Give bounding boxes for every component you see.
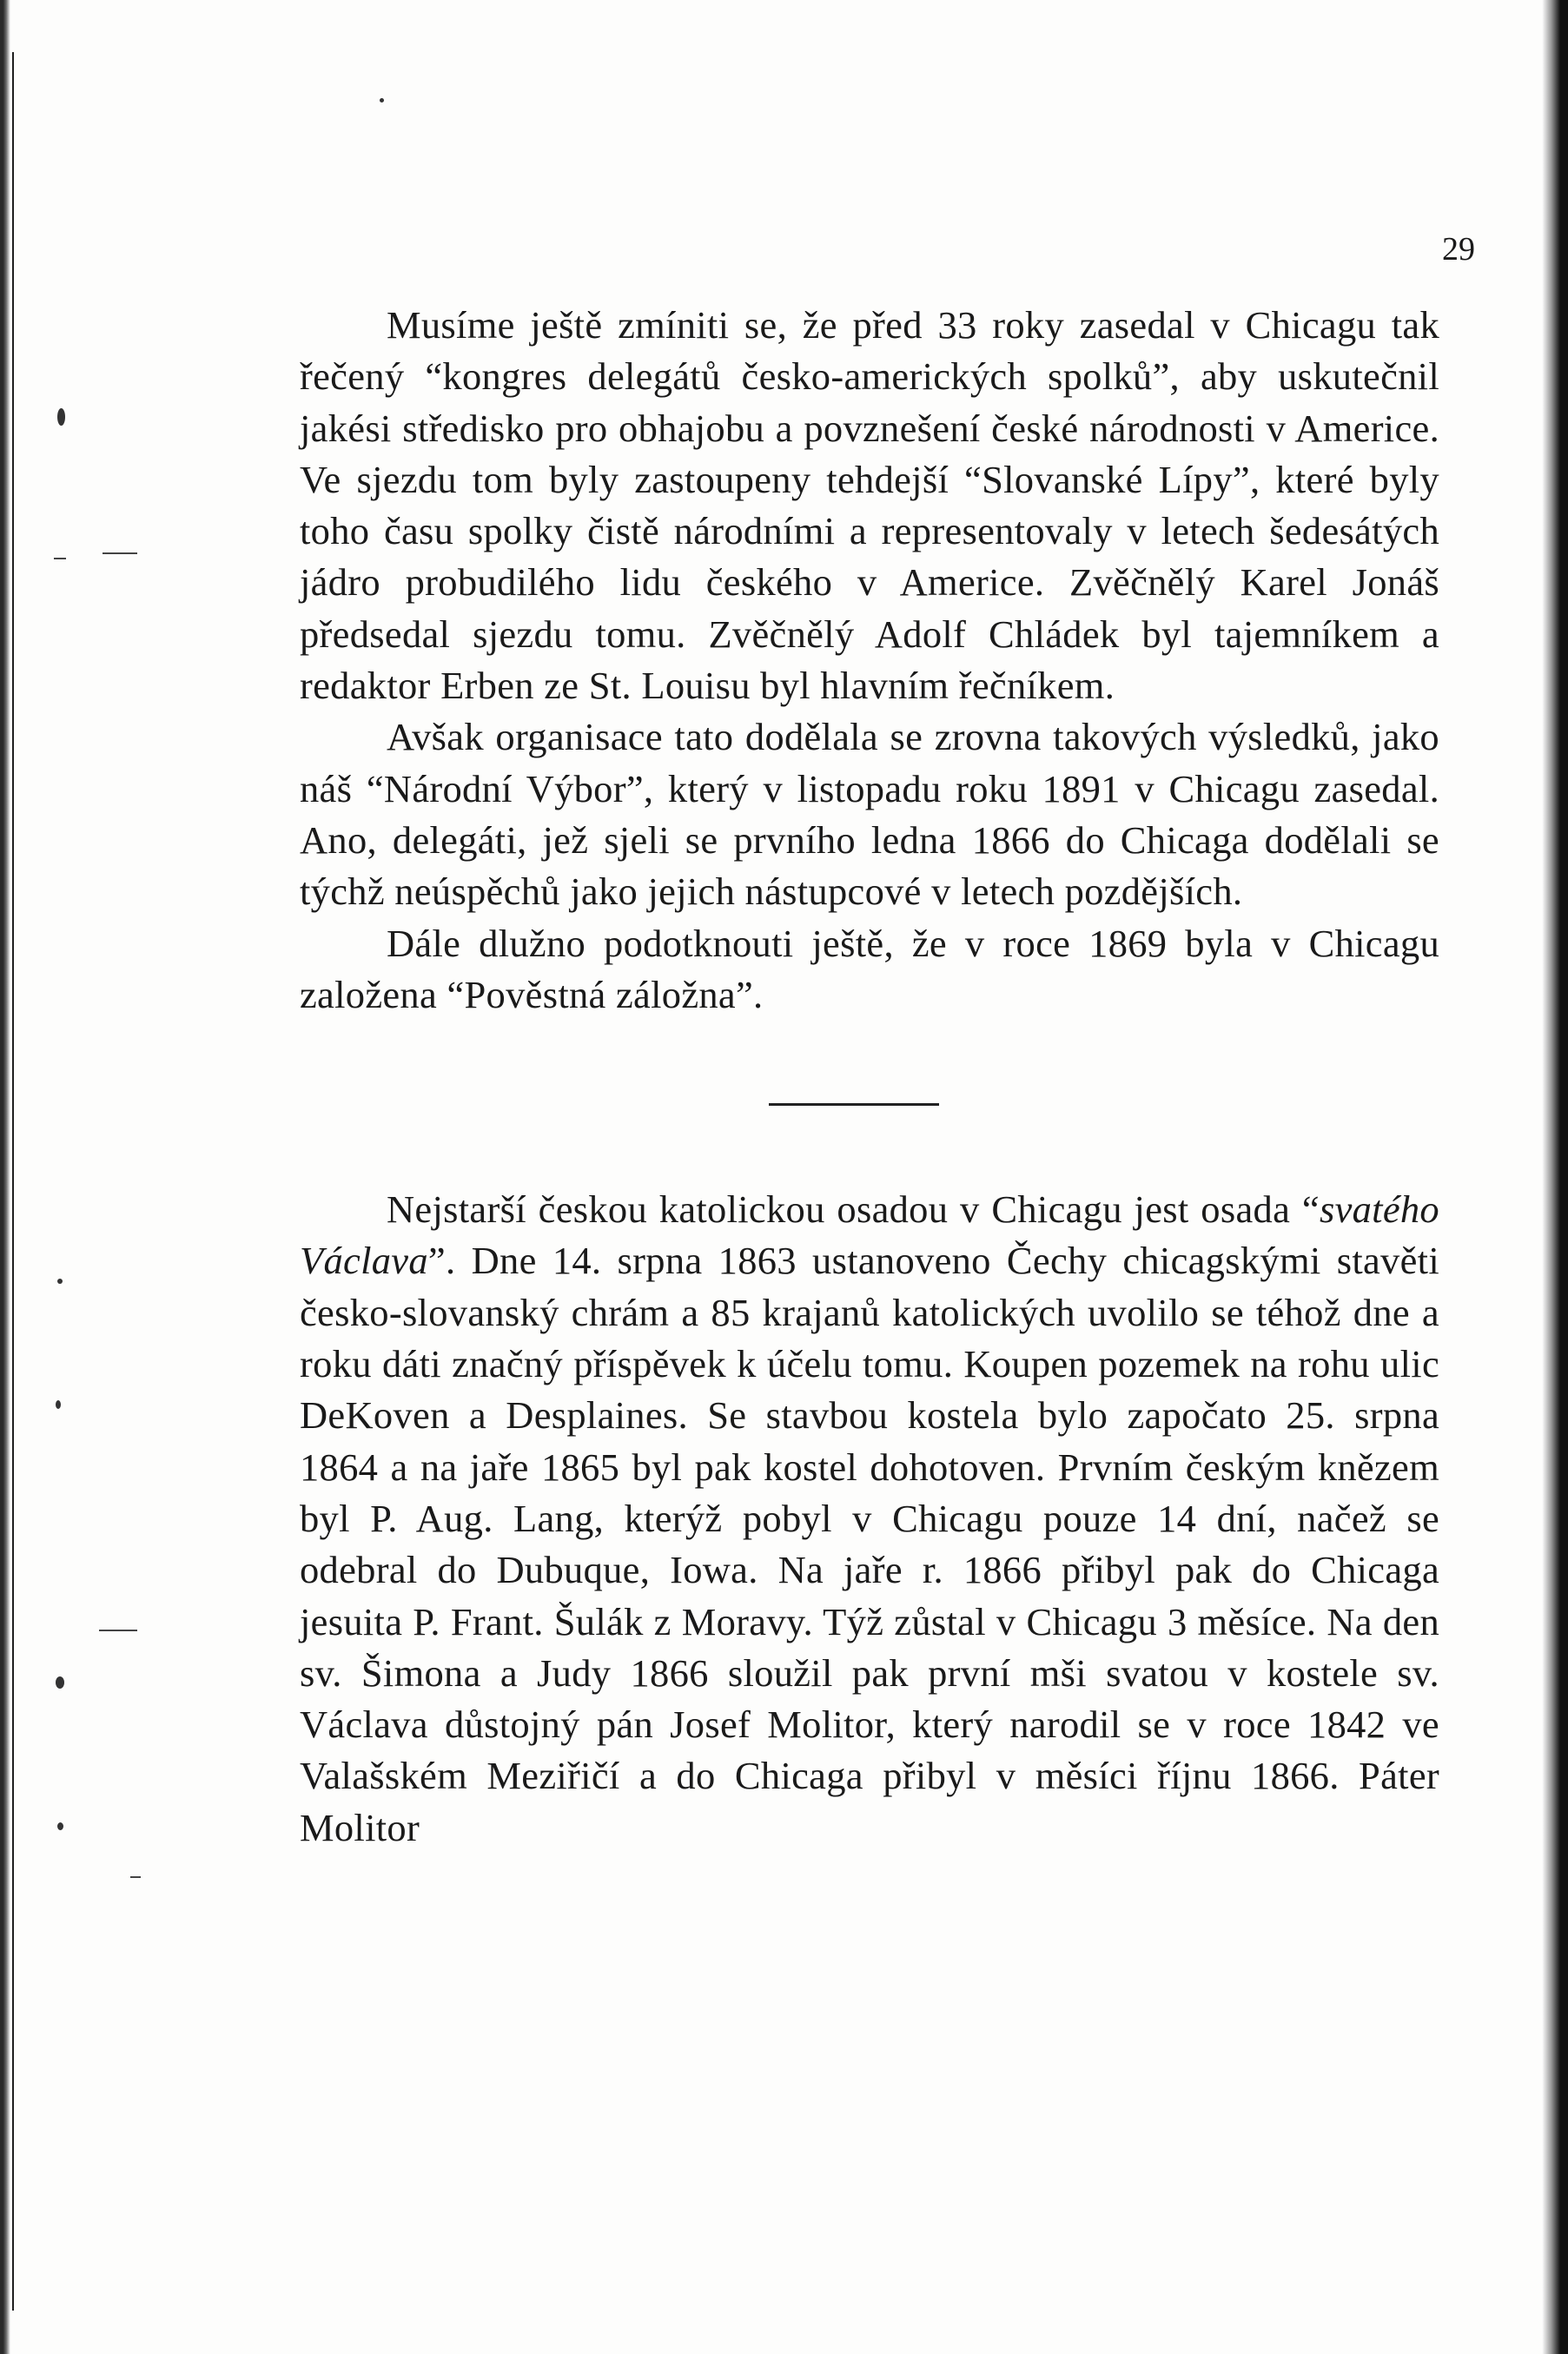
margin-speck bbox=[57, 408, 65, 426]
margin-dash bbox=[103, 552, 137, 554]
margin-speck bbox=[57, 1279, 63, 1284]
page-left-binding-shadow bbox=[0, 0, 10, 2354]
margin-speck bbox=[380, 98, 384, 102]
paragraph: Dále dlužno podotknouti ještě, že v roce 1869 byla v Chicagu založena “Pověstná záložna”. bbox=[300, 921, 1439, 1016]
margin-dash bbox=[99, 1630, 137, 1631]
church-name-italic: svatého Václava bbox=[300, 1187, 1439, 1283]
page-right-edge-shadow bbox=[1542, 0, 1568, 2354]
paragraph-text: Nejstarší českou katolickou osadou v Chicagu jest osada “ bbox=[387, 1187, 1320, 1232]
margin-speck bbox=[56, 1400, 61, 1409]
body-text bbox=[300, 300, 1439, 1854]
paragraph: Avšak organisace tato dodělala se zrovna takových výsledků, jako náš “Národní Výbor”, který v listopadu roku 1891 v Chicagu zasedal. Ano, delegáti, jež sjeli se prvního ledna 1866 do Chicaga dodělali se týchž neúspěchů jako jejich nástupcové v letech pozdějších. bbox=[300, 715, 1439, 914]
margin-speck bbox=[56, 1676, 64, 1689]
section-divider bbox=[769, 1103, 939, 1106]
margin-speck bbox=[57, 1822, 63, 1830]
page-number: 29 bbox=[1442, 231, 1475, 268]
page-left-border-line bbox=[12, 52, 14, 2311]
margin-dash bbox=[54, 558, 66, 559]
paragraph-text: ”. Dne 14. srpna 1863 ustanoveno Čechy chicagskými stavěti česko-slovanský chrám a 85 krajanů katolických uvolilo se téhož dne a roku dáti značný příspěvek k účelu tomu. Koupen pozemek na rohu ulic DeKoven a Desplaines. Se stavbou kostela bylo započato 25. srpna 1864 a na jaře 1865 byl pak kostel dohotoven. Prvním českým knězem byl P. Aug. Lang, kterýž pobyl v Chicagu pouze 14 dní, načež se odebral do Dubuque, Iowa. Na jaře r. 1866 přibyl pak do Chicaga jesuita P. Frant. Šulák z Moravy. Týž zůstal v Chicagu 3 měsíce. Na den sv. Šimona a Judy 1866 sloužil pak první mši svatou v kostele sv. Václava důstojný pán Josef Molitor, který narodil se v roce 1842 ve Valašském Meziřičí a do Chicaga přibyl v měsíci říjnu 1866. Páter Molitor bbox=[300, 1239, 1439, 1849]
margin-dash bbox=[130, 1876, 141, 1878]
paragraph bbox=[300, 1184, 1439, 1854]
paragraph: Musíme ještě zmíniti se, že před 33 roky zasedal v Chicagu tak řečený “kongres delegátů česko-amerických spolků”, aby uskutečnil jakési středisko pro obhajobu a povznešení české národnosti v Americe. Ve sjezdu tom byly zastoupeny tehdejší “Slovanské Lípy”, které byly toho času spolky čistě národními a representovaly v letech šedesátých jádro probudilého lidu českého v Americe. Zvěčnělý Karel Jonáš předsedal sjezdu tomu. Zvěčnělý Adolf Chládek byl tajemníkem a redaktor Erben ze St. Louisu byl hlavním řečníkem. bbox=[300, 303, 1439, 708]
